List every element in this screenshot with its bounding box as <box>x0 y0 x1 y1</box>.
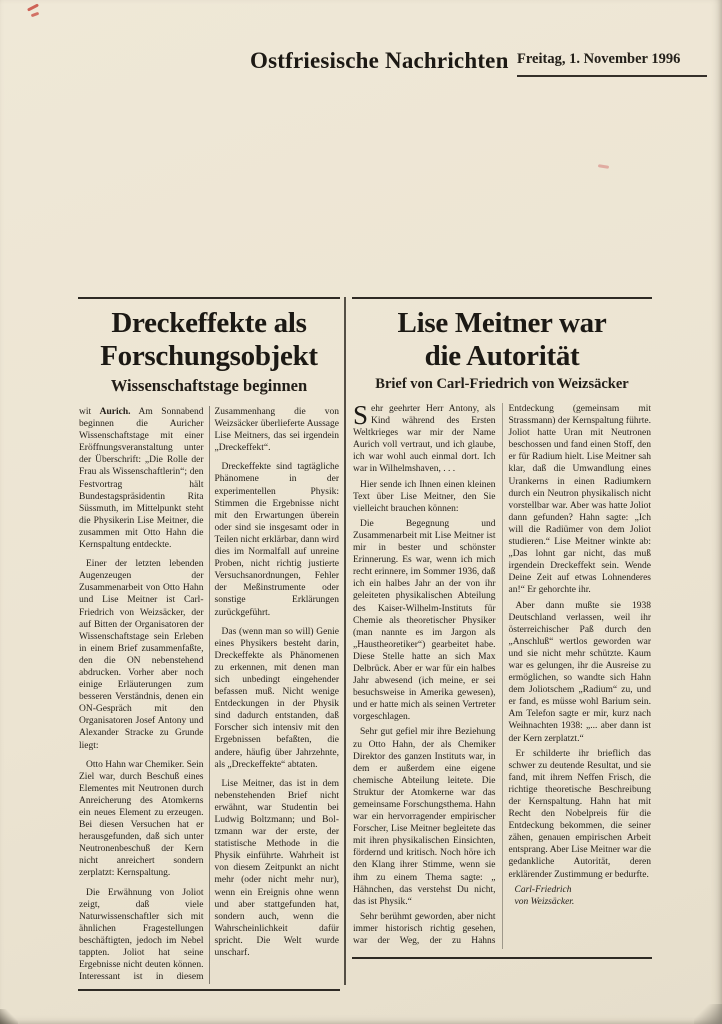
lead-paragraph <box>79 406 204 551</box>
paragraph: Sehr berühmt geworden, aber nicht immer historisch richtig gesehen, war der Weg, der zu Hahns Entdeckung (gemeinsam mit Strassmann) der Kernspaltung führte. Joliot hatte Uran mit Neutronen beschossen und fand einen Stoff, den er für Radium hielt. Lise Meitner sah klar, daß die Umwandlung eines Urankerns in einen Radiumkern durch ein Neutron physikalisch nicht vorstellbar war. Aber was hatte Joliot dann gefunden? Hahn sagte: „Ich will die Radiümer von dem Joliot studieren.“ Lise Meitner winkte ab: „Das lohnt gar nicht, das muß irgendein Dreckeffekt sein. Wende Deine Zeit auf etwas Lohnenderes an!“ Er gehorchte ihr. <box>353 404 651 947</box>
headline-right <box>352 307 652 373</box>
paragraph: Einer der letzten lebenden Augenzeugen der Zusammenarbeit von Otto Hahn und Lise Meitner ist Carl-Friedrich von Weizsäcker, der auf Bitten der Organisatoren der Wissenschaftstage sein Erleben in einem Brief zusammenfaßte, den die ON nebenstehend abdrucken. Vorher aber noch einige Erläuterungen zum besseren Verständnis, denen ein ON-Gespräch mit den Organisatoren Josef Antony und Alexander Stracke zu Grunde liegt: <box>79 559 204 751</box>
paragraph: Dreckeffekte sind tagtägliche Phänomene in der experimentellen Physik: Stimmen die Ergebnisse nicht mit den Erwartungen überein oder sind sie insgesamt oder in Teilen nicht erklärbar, dann wird dies im Normalfall auf unreine Proben, nicht richtig justierte Versuchsanordnungen, Fehler der Meßinstrumente oder sonstige Erklärungen zurückgeführt. <box>214 462 339 618</box>
article-dreckeffekte <box>78 297 340 991</box>
headline-left-line2: Forschungsobjekt <box>100 340 318 372</box>
subhead-left: Wissenschaftstage beginnen <box>110 376 308 395</box>
letter-signature <box>509 884 652 908</box>
headline-right-line1: Lise Meitner war <box>397 307 607 339</box>
paragraph: Die Erwähnung von Joliot zeigt, daß viele Naturwissenschaftler sich mit ähnlichen Fragestellungen beschäftigten, jedoch im Nebel tappten. Joliot hat seine Ergebnisse nicht deuten können. Interessant ist in diesem Zusammenhang die von Weizsäcker überlieferte Aussage Lise Meitners, das sei irgendein „Dreckeffekt“. <box>79 407 339 983</box>
scan-corner-shadow <box>694 1004 722 1024</box>
dateline: Aurich. <box>99 407 131 417</box>
paragraph: Das (wenn man so will) Genie eines Physikers besteht darin, Dreckeffekte als Phänomenen zu erkennen, mit denen man sich unbedingt eingehender befassen muß. Nicht wenige Entdeckungen in der Physik sind dadurch entstanden, daß Forscher sich intensiv mit den Ergebnissen befaßten, die andere, häufig über Jahrzehnte, als „Dreckeffekte“ abtaten. <box>214 626 339 770</box>
article-left-body <box>78 406 340 984</box>
signature-line1: Carl-Friedrich <box>514 884 572 895</box>
signature-line2: von Weizsäcker. <box>514 896 575 907</box>
paragraph: Er schilderte ihr brieflich das schwer zu deutende Resultat, und sie fand, mit ihrem Neffen Frisch, die richtige theoretische Beschreibung der Kernspaltung. Hahn hat mit Recht den Nobelpreis für die Entdeckung bekommen, die seiner zähen, genauen empirischen Arbeit entsprang. Aber Lise Meitner war die gedankliche Autorität, deren erklärender Zustimmung er bedurfte. <box>508 748 651 880</box>
scan-corner-shadow <box>0 1009 18 1024</box>
letter-opening <box>353 400 496 476</box>
article-lise-meitner <box>352 297 652 959</box>
article-right-body <box>352 400 652 949</box>
headline-left-line1: Dreckeffekte als <box>111 307 307 339</box>
opening-text: ehr geehrter Herr Antony, als Kind während des Ersten Weltkrieges war mir der Name Aurich voll vertraut, und ich glaube, ich war wohl auch einmal dort. Ich war in Wilhelmshaven, . . . <box>353 404 496 475</box>
scan-artifact-pink-mark <box>598 164 609 169</box>
issue-date: Freitag, 1. November 1996 <box>517 51 707 77</box>
headline-right-line2: die Autorität <box>424 340 580 372</box>
paragraph: Sehr gut gefiel mir ihre Beziehung zu Otto Hahn, der als Chemiker Direktor des ganzen Instituts war, in dem er außerdem eine eigene chemische Abteilung leitete. Die Struktur der Atomkerne war das gemeinsame Forschungsthema. Hahn war ein hervorragender empirischer Forscher, Lise Meitner begleitete das mit ihren physikalischen Einsichten, fördernd und kritisch. Noch höre ich den Klang ihrer Stimme, wenn sie ihm zu einem Thema sagte: „ Hähnchen, das verstehst Du nicht, das ist Physik.“ <box>353 727 496 907</box>
paragraph: Otto Hahn war Chemiker. Sein Ziel war, durch Beschuß eines Elementes mit Neutronen durch Anreicherung des Atomkerns ein neues Element zu erzeugen. Bei diesen Versuchen hat er herausgefunden, daß sich unter Neutronenbeschuß der Kern nicht anreichert sondern zerplatzt: Kernspaltung. <box>79 759 204 879</box>
paragraph: Die Begegnung und Zusammenarbeit mit Lise Meitner ist mir in bester und schönster Erinnerung. Es war, wenn ich mich recht erinnere, im Sommer 1936, daß ich ein halbes Jahr an der von ihr geleiteten physikalischen Abteilung des Kaiser-Wilhelm-Instituts für Chemie als theoretischer Physiker (man nannte es im Jargon als „Haustheoretiker“) gearbeitet habe. Diese Stelle hatte an sich Max Delbrück. Aber er war für ein halbes Jahr abwesend (ich meine, er sei besuchsweise in Amerika gewesen), und er hatte mich als seinen Vertreter vorgeschlagen. <box>353 518 496 723</box>
lead-text: Am Sonnabend beginnen die Auricher Wissenschaftstage mit einer Eröffnungsveranstaltung unter der Überschrift: „Die Rolle der Frau als Wissenschaftlerin“; den Festvortrag hält Bundestagspräsidentin Rita Süssmuth, im Mittelpunkt steht die Physikerin Lise Meitner, die zusammen mit Otto Hahn die Kernspaltung entdeckte. <box>79 407 204 551</box>
paragraph: Lise Meitner, das ist in dem nebenstehenden Brief nicht erwähnt, war Studentin bei Ludwig Boltzmann; und Bol-tzmann war der erste, der statistische Methode in die Physik einführte. Wahrheit ist von diesem Zeitpunkt an nicht mehr (oder nicht mehr nur), wenn ein Ereignis ohne wenn und aber stattgefunden hat, sondern auch, wenn die Wahrscheinlichkeit dafür spricht. Die Welt wurde unscharf. <box>214 778 339 959</box>
headline-left <box>78 307 340 373</box>
newspaper-title: Ostfriesische Nachrichten <box>250 48 509 73</box>
subhead-right: Brief von Carl-Friedrich von Weizsäcker <box>375 376 629 392</box>
paragraph: Hier sende ich Ihnen einen kleinen Text über Lise Meitner, den Sie vielleicht brauchen können: <box>353 479 496 514</box>
author-abbrev: wit <box>79 407 92 417</box>
article-divider-rule <box>344 297 346 985</box>
paragraph: Aber dann mußte sie 1938 Deutschland verlassen, weil ihr österreichischer Paß durch den „Anschluß“ wertlos geworden war und sie nicht mehr schützte. Kaum war es gelungen, ihr die Ausreise zu ermöglichen, so wandte sich Hahn dem Joliotschem „Radium“ zu, und er fand, es müsse wohl Barium sein. Am Telefon sagte er mir, kurz nach Weihnachten 1938: „... aber dann ist der Kern zerplatzt.“ <box>508 600 651 744</box>
scan-artifact-red-mark <box>31 12 40 18</box>
dropcap-letter: S <box>353 400 369 430</box>
scan-artifact-red-mark <box>27 3 39 11</box>
